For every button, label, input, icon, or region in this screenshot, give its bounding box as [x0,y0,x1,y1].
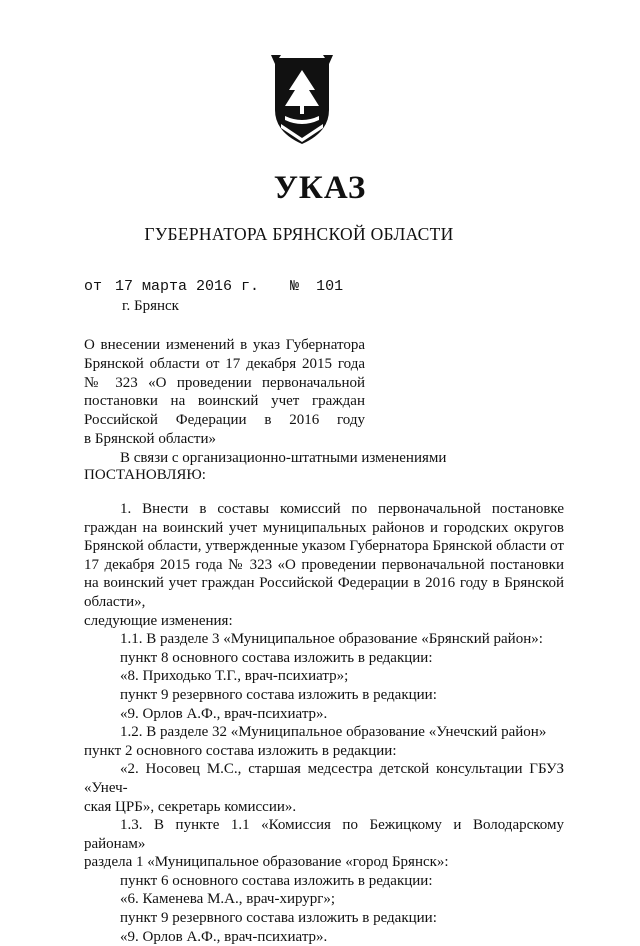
date-value: 17 марта 2016 г. [115,278,260,295]
bryansk-coat-of-arms-icon [271,52,333,148]
paragraph-text: пункт 8 основного состава изложить в редакции: [120,649,433,666]
paragraph-1-2 [84,723,564,760]
paragraph-text: ская ЦРБ», секретарь комиссии». [84,798,297,815]
decree-body [84,500,564,946]
paragraph-text: следующие изменения: [84,612,233,629]
paragraph-1-3 [84,816,564,872]
paragraph-text: раздела 1 «Муниципальное образование «город Брянск»: [84,854,449,871]
paragraph-text: пункт 6 основного состава изложить в редакции: [120,872,433,889]
number-label: № [290,278,300,295]
paragraph-text: «9. Орлов А.Ф., врач-психиатр». [120,928,328,945]
subject-line: постановки на воинский учет граждан [84,393,365,410]
paragraph-text: пункт 9 резервного состава изложить в редакции: [120,686,437,703]
document-title: УКАЗ [273,170,367,206]
subject-block [84,336,365,449]
paragraph-text: «2. Носовец М.С., старшая медсестра детской консультации ГБУЗ «Унеч- [84,761,564,796]
paragraph-text: 1.2. В разделе 32 «Муниципальное образование «Унечский район» [120,724,547,741]
subject-line: № 323 «О проведении первоначальной [84,374,365,391]
paragraph-text: «8. Приходько Т.Г., врач-психиатр»; [120,668,349,685]
preamble [84,450,564,484]
paragraph-text: 1. Внести в составы комиссий по первоначальной постановке граждан на воинский учет муниципальных районов и городских округов Брянской области, утвержденные указом Губернатора Брянской области от 17 декабря 2015 года № 323 «О проведении первоначальной постановки на воинский учет граждан Российской Федерации в 2016 году в Брянской области», [84,501,564,610]
subject-line: в Брянской области» [84,430,216,447]
date-label: от [84,278,103,295]
number-value: 101 [316,278,344,295]
paragraph-text: «6. Каменева М.А., врач-хирург»; [120,891,336,908]
paragraph-text: пункт 9 резервного состава изложить в редакции: [120,910,437,927]
paragraph-text [84,760,564,816]
paragraph-1 [84,500,564,630]
city: г. Брянск [122,298,179,314]
subject-line: Брянской области от 17 декабря 2015 года [84,355,365,372]
subject-line: Российской Федерации в 2016 году [84,412,365,429]
paragraph-text: пункт 2 основного состава изложить в редакции: [84,742,397,759]
paragraph-text: «9. Орлов А.Ф., врач-психиатр». [120,705,328,722]
paragraph-text: 1.3. В пункте 1.1 «Комиссия по Бежицкому и Володарскому районам» [84,817,564,852]
date-number-line [84,278,343,295]
document-subtitle: ГУБЕРНАТОРА БРЯНСКОЙ ОБЛАСТИ [144,224,454,244]
preamble-text: В связи с организационно-штатными изменениями [120,450,447,466]
decree-word: ПОСТАНОВЛЯЮ: [84,467,206,483]
subject-line: О внесении изменений в указ Губернатора [84,337,365,353]
paragraph-1-1: 1.1. В разделе 3 «Муниципальное образование «Брянский район»: [120,631,543,648]
